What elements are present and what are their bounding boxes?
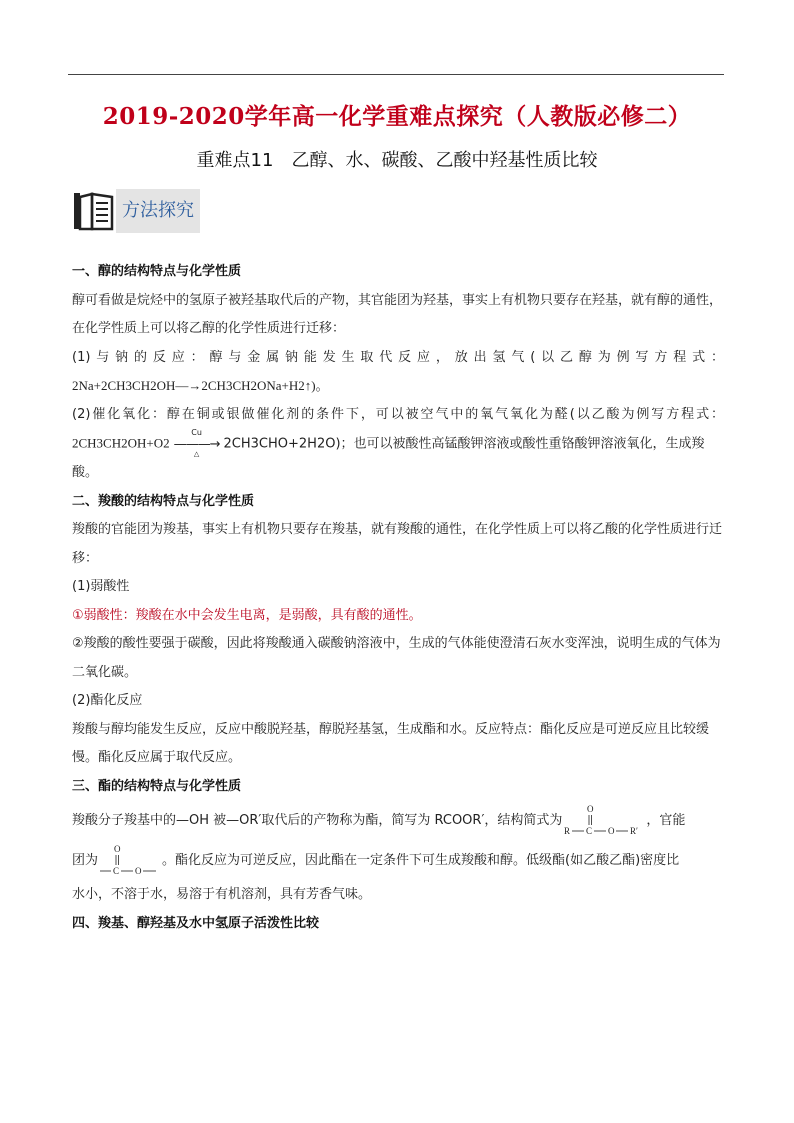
ester-o: O	[608, 825, 615, 836]
book-icon	[72, 189, 116, 233]
method-label: 方法探究	[116, 189, 200, 233]
group-o: O	[135, 865, 142, 876]
section-heading-1: 一、醇的结构特点与化学性质	[72, 264, 242, 279]
section-heading-4: 四、羧基、醇羟基及水中氢原子活泼性比较	[72, 915, 320, 931]
equation-oxidation-left: 2CH3CH2OH+O2	[72, 435, 170, 451]
subheading-esterification: (2)酯化反应	[72, 693, 143, 708]
paragraph-esterification: 羧酸与醇均能发生反应，反应中酸脱羟基，醇脱羟基氢，生成酯和水。反应特点：酯化反应是可逆反应且比较缓慢。酯化反应属于取代反应。	[72, 721, 710, 765]
ester-text-a: 羧酸分子羧基中的—OH 被—OR′取代后的产物称为酯，简写为 RCOOR′，结构简式为	[72, 813, 563, 828]
ester-text-c: 团为	[72, 853, 99, 868]
equation-sodium	[72, 372, 724, 401]
subheading-weak-acid: (1)弱酸性	[72, 579, 130, 594]
paragraph-ester-line1	[72, 801, 724, 841]
catalyst-label: Cu	[191, 428, 202, 437]
equation-oxidation-end: 酸。	[72, 465, 99, 480]
paragraph-carboxylic-intro: 羧酸的官能团为羧基，事实上有机物只要存在羧基，就有羧酸的通性，在化学性质上可以将乙酸的化学性质进行迁移：	[72, 522, 723, 566]
paragraph-catalytic-oxidation: (2)催化氧化：醇在铜或银做催化剂的条件下，可以被空气中的氧气氧化为醛(以乙酸为例写方程式：	[72, 406, 724, 422]
arrow-glyph: ———→	[173, 437, 220, 452]
ester-text-b: ，官能	[646, 813, 686, 828]
method-banner	[72, 188, 200, 234]
ester-structure-diagram	[562, 803, 646, 839]
paragraph-alcohol-intro: 醇可看做是烷烃中的氢原子被羟基取代后的产物，其官能团为羟基，事实上有机物只要存在羟基，就有醇的通性，在化学性质上可以将乙醇的化学性质进行迁移：	[72, 292, 723, 336]
ester-group-diagram	[98, 843, 162, 879]
content-body	[72, 258, 724, 938]
header-rule	[68, 74, 724, 75]
equation-sodium-text: 2Na+2CH3CH2OH—→2CH3CH2ONa+H2↑)。	[72, 378, 329, 393]
page-subtitle: 重难点11 乙醇、水、碳酸、乙酸中羟基性质比较	[196, 150, 598, 171]
section-heading-3: 三、酯的结构特点与化学性质	[72, 778, 242, 794]
ester-r: R	[564, 825, 571, 836]
paragraph-sodium-reaction: (1)与钠的反应：醇与金属钠能发生取代反应，放出氢气(以乙醇为例写方程式：	[72, 349, 724, 365]
ester-o-top: O	[587, 803, 594, 814]
group-o-top: O	[114, 843, 121, 854]
heat-label: △	[193, 450, 200, 458]
ester-r2: R′	[630, 825, 639, 836]
ester-text-d: 。酯化反应为可逆反应，因此酯在一定条件下可生成羧酸和醇。低级酯(如乙酸乙酯)密度比	[162, 853, 680, 868]
section-heading-2: 二、羧酸的结构特点与化学性质	[72, 493, 255, 509]
page-title: 2019-2020学年高一化学重难点探究（人教版必修二）	[102, 103, 692, 130]
equation-oxidation	[72, 429, 724, 459]
reaction-arrow	[174, 429, 220, 459]
item-weak-acidity: ①弱酸性：羧酸在水中会发生电离，是弱酸，具有酸的通性。	[72, 607, 422, 623]
group-c: C	[113, 865, 120, 876]
equation-oxidation-right: 2CH3CHO+2H2O)；也可以被酸性高锰酸钾溶液或酸性重铬酸钾溶液氧化，生成羧	[223, 436, 705, 452]
item-acid-strength: ②羧酸的酸性要强于碳酸，因此将羧酸通入碳酸钠溶液中，生成的气体能使澄清石灰水变浑浊，说明生成的气体为二氧化碳。	[72, 636, 721, 680]
ester-c: C	[586, 825, 593, 836]
paragraph-ester-line2	[72, 841, 724, 881]
paragraph-ester-line3: 水小，不溶于水，易溶于有机溶剂，具有芳香气味。	[72, 887, 372, 902]
